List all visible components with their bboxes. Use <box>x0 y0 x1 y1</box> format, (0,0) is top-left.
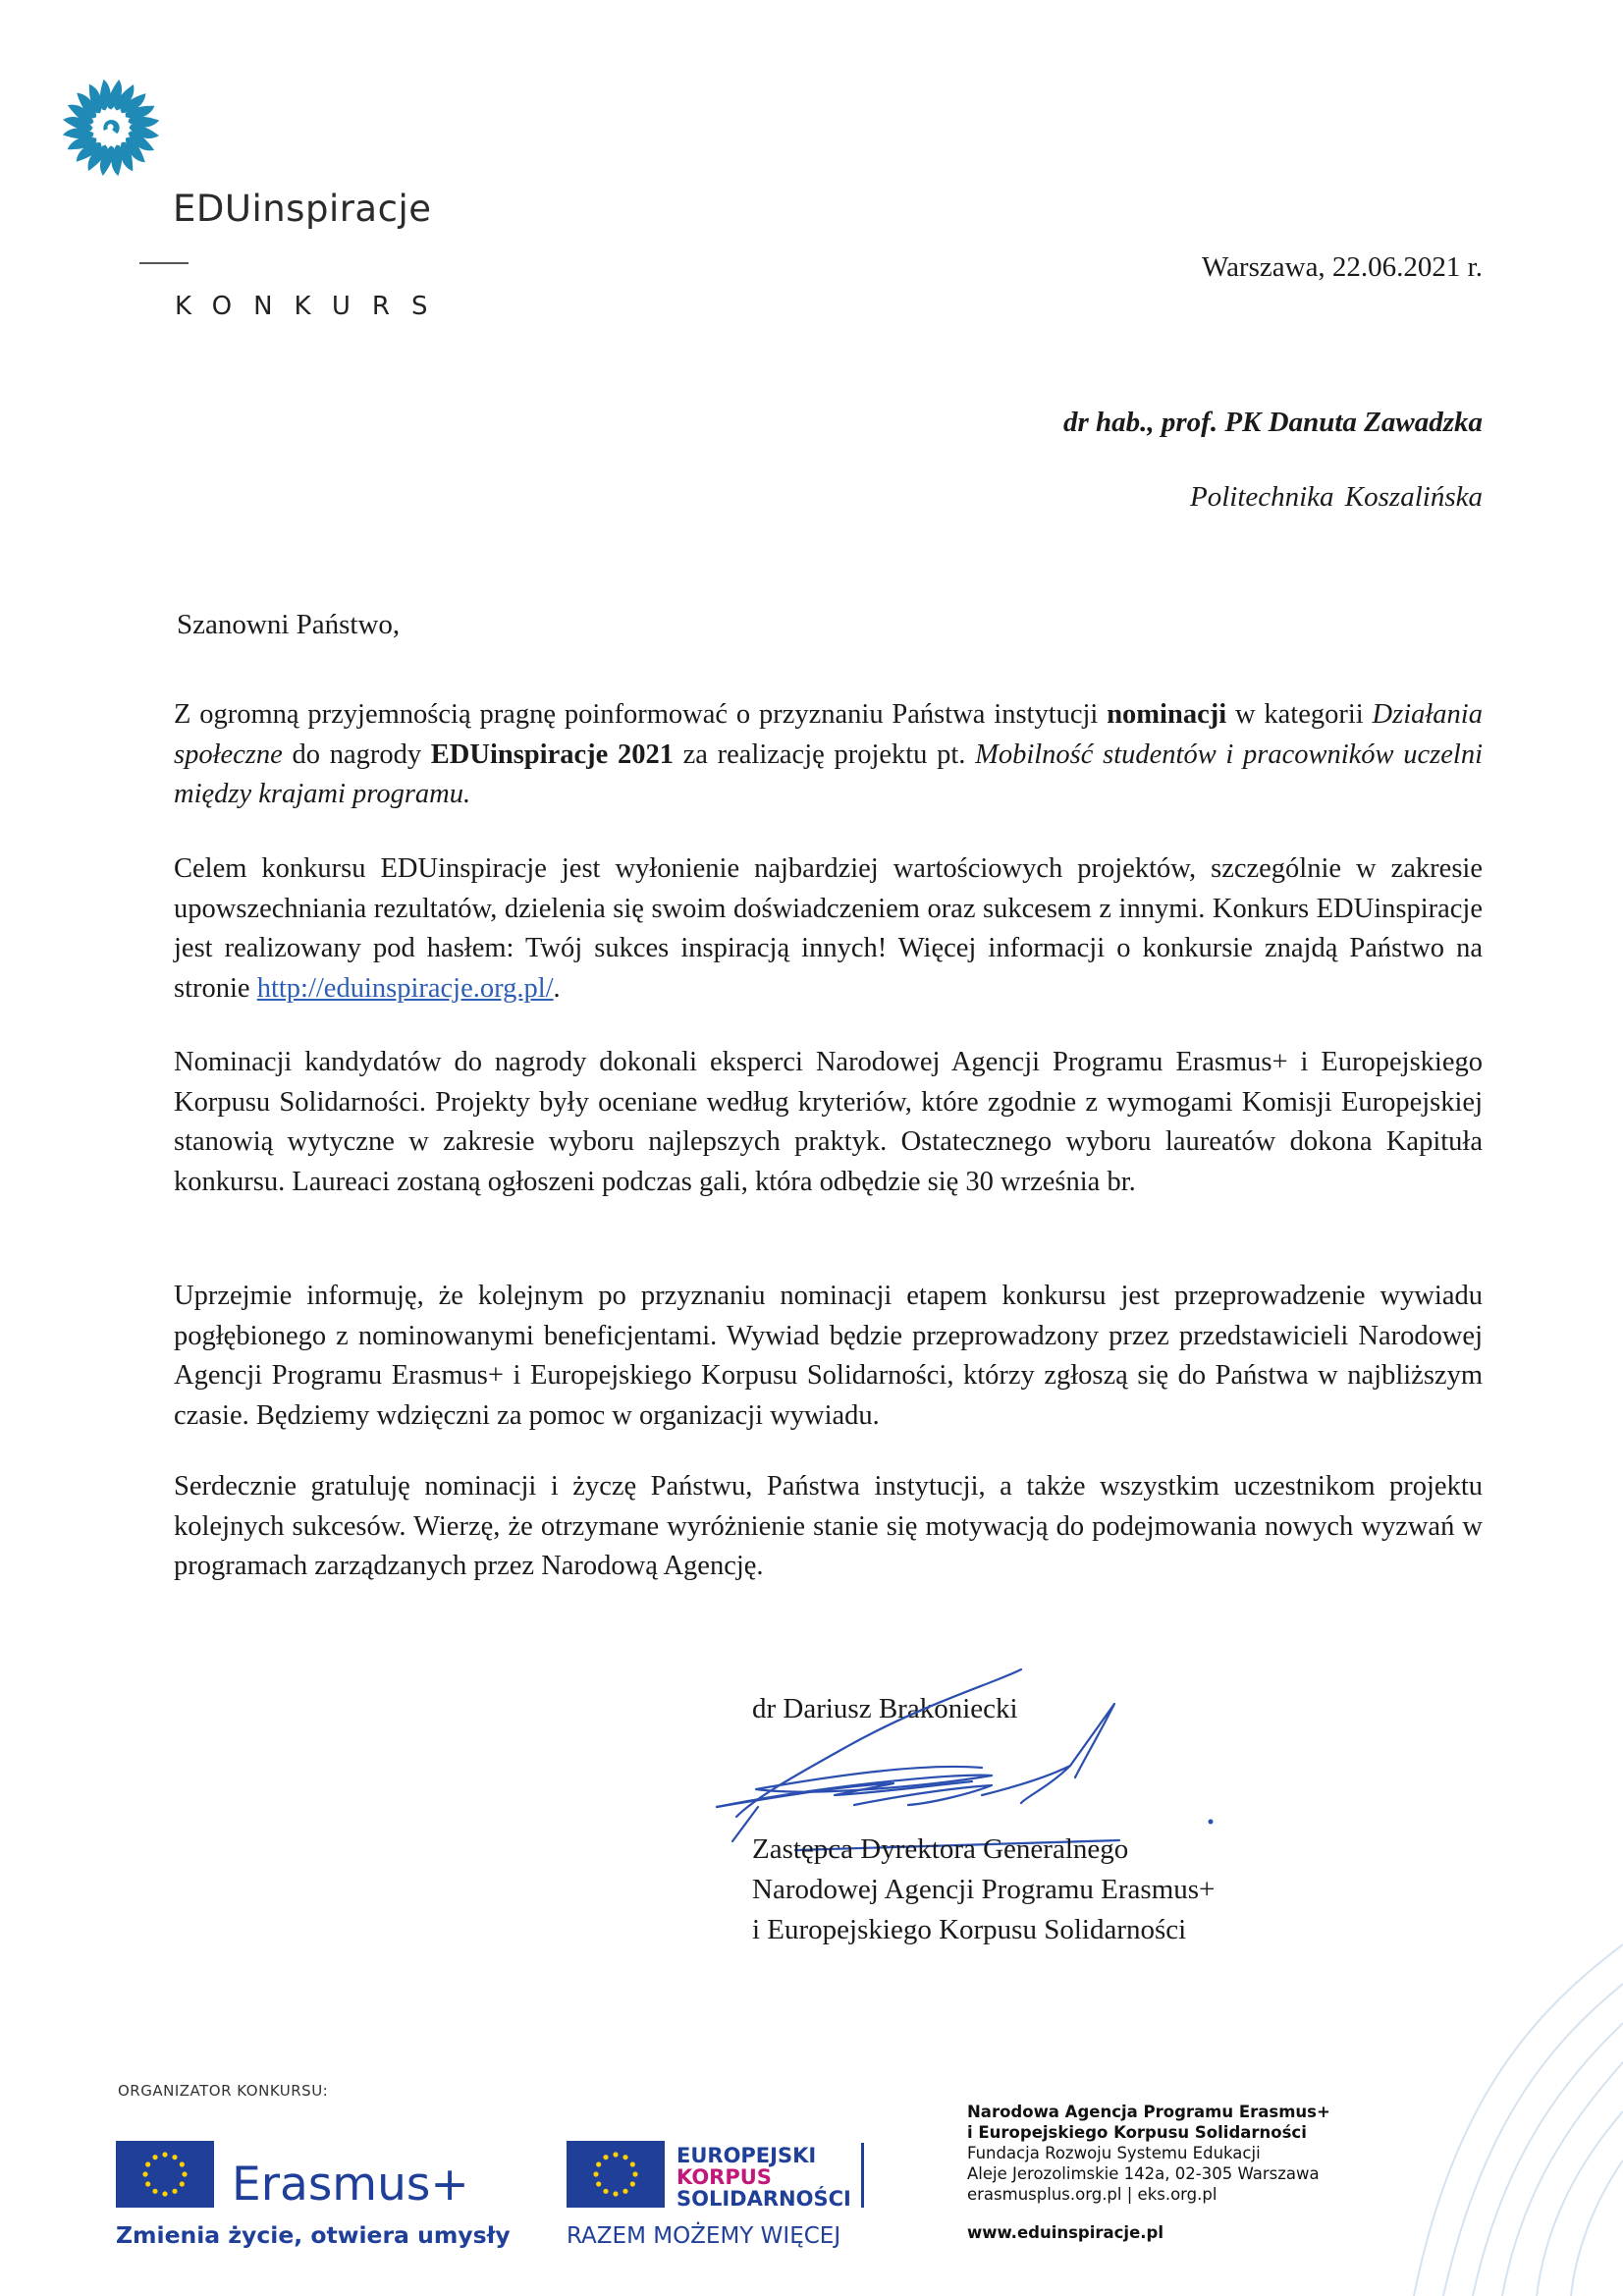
divider <box>139 262 189 264</box>
svg-text:KORPUS: KORPUS <box>676 2165 772 2189</box>
salutation: Szanowni Państwo, <box>177 609 401 640</box>
footer-website[interactable]: www.eduinspiracje.pl <box>967 2223 1164 2242</box>
brand-subtitle: KONKURS <box>175 292 450 321</box>
signer-title-line: i Europejskiego Korpusu Solidarności <box>752 1914 1187 1945</box>
paragraph-nomination: Z ogromną przyjemnością pragnę poinformować o przyznaniu Państwa instytucji nominacji w kategorii Działania społeczne do nagrody EDUinspiracje 2021 za realizację projektu pt. Mobilność studentów i pracowników uczelni między krajami programu. <box>174 699 1483 809</box>
erasmus-plus-logo <box>116 2141 528 2249</box>
paragraph-interview: Uprzejmie informuję, że kolejnym po przyznaniu nominacji etapem konkursu jest przeprowadzenie wywiadu pogłębionego z nominowanymi beneficjentami. Wywiad będzie przeprowadzony przez przedstawicieli Narodowej Agencji Programu Erasmus+ i Europejskiego Korpusu Solidarności, którzy zgłoszą się do Państwa w najbliższym czasie. Będziemy wdzięczni za pomoc w organizacji wywiadu. <box>174 1281 1483 1431</box>
footer-contact <box>967 2102 1330 2243</box>
signer-title-line: Narodowej Agencji Programu Erasmus+ <box>752 1874 1216 1905</box>
paragraph-contest-goal: Celem konkursu EDUinspiracje jest wyłonienie najbardziej wartościowych projektów, szczególnie w zakresie upowszechniania rezultatów, dzielenia się swoim doświadczeniem oraz sukcesem z innymi. Konkurs EDUinspiracje jest realizowany pod hasłem: Twój sukces inspiracją innych! Więcej informacji o konkursie znajdą Państwo na stronie http://eduinspiracje.org.pl/. <box>174 853 1483 1004</box>
paragraph-congratulations: Serdecznie gratuluję nominacji i życzę Państwu, Państwa instytucji, a także wszystkim uczestnikom projektu kolejnych sukcesów. Wierzę, że otrzymane wyróżnienie stanie się motywacją do podejmowania nowych wyzwań w programach zarządzanych przez Narodową Agencję. <box>174 1471 1483 1581</box>
contact-line: Fundacja Rozwoju Systemu Edukacji <box>967 2144 1261 2162</box>
contest-website-link[interactable]: http://eduinspiracje.org.pl/ <box>256 972 554 1004</box>
recipient-name: dr hab., prof. PK Danuta Zawadzka <box>1062 407 1483 438</box>
signer-title-line: Zastępca Dyrektora Generalnego <box>752 1833 1129 1865</box>
organizer-label: ORGANIZATOR KONKURSU: <box>118 2082 329 2100</box>
swirl-logo-icon <box>61 77 161 179</box>
recipient-organization: Politechnika Koszalińska <box>1190 481 1483 513</box>
svg-text:SOLIDARNOŚCI: SOLIDARNOŚCI <box>676 2187 851 2211</box>
signer-title <box>752 1830 1215 1950</box>
paragraph-nominations-process: Nominacji kandydatów do nagrody dokonali eksperci Narodowej Agencji Programu Erasmus+ i Europejskiego Korpusu Solidarności. Projekty były oceniane według kryteriów, które zgodnie z wymogami Komisji Europejskiej stanowią wytyczne w zakresie wyboru najlepszych praktyk. Ostatecznego wyboru laureatów dokona Kapituła konkursu. Laureaci zostaną ogłoszeni podczas gali, która odbędzie się 30 września br. <box>174 1047 1483 1197</box>
svg-text:Zmienia życie, otwiera umysły: Zmienia życie, otwiera umysły <box>116 2221 511 2249</box>
brand-name: EDUinspiracje <box>173 188 432 230</box>
svg-text:Erasmus+: Erasmus+ <box>232 2158 469 2212</box>
contact-line: Aleje Jerozolimskie 142a, 02-305 Warszawa <box>967 2164 1320 2183</box>
contact-line: Narodowa Agencja Programu Erasmus+ <box>967 2103 1330 2121</box>
svg-text:EUROPEJSKI: EUROPEJSKI <box>676 2144 817 2167</box>
signer-name: dr Dariusz Brakoniecki <box>752 1693 1018 1724</box>
european-solidarity-corps-logo <box>567 2141 881 2249</box>
svg-text:RAZEM MOŻEMY WIĘCEJ: RAZEM MOŻEMY WIĘCEJ <box>567 2223 841 2249</box>
contact-line: erasmusplus.org.pl | eks.org.pl <box>967 2185 1217 2204</box>
decorative-swirl-watermark <box>1335 1925 1623 2296</box>
letter-date: Warszawa, 22.06.2021 r. <box>1202 251 1483 283</box>
contact-line: i Europejskiego Korpusu Solidarności <box>967 2123 1307 2142</box>
